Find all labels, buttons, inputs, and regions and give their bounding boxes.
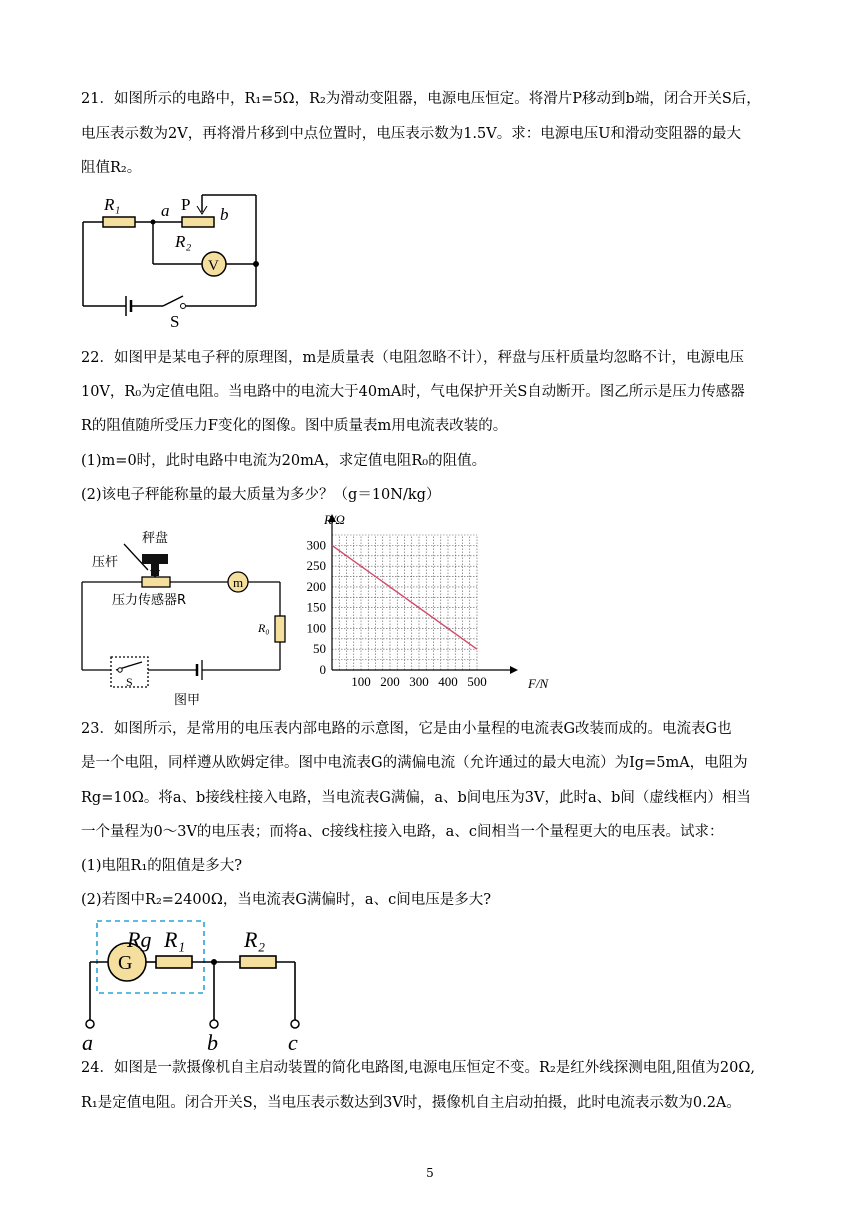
q24-line-2: R₁是定值电阻。闭合开关S，当电压表示数达到3V时，摄像机自主启动拍摄，此时电流表示数为0.2A。 [81, 1095, 741, 1111]
switch-s-label: S [126, 675, 133, 689]
q21-circuit-diagram [78, 190, 268, 330]
r2-label: R₂ [175, 232, 192, 251]
r1-label: R₁ [104, 195, 121, 214]
galvanometer-label: G [118, 952, 133, 974]
x-tick-label: 200 [380, 674, 400, 689]
q23-line-5: (1)电阻R₁的阻值是多大? [81, 858, 243, 874]
y-tick-label: 200 [306, 578, 326, 594]
rod-label: 压杆 [92, 555, 119, 570]
q23-line-4: 一个量程为0～3V的电压表；而将a、c接线柱接入电路，a、c间相当一个量程更大的电压表。试求： [81, 824, 724, 840]
meter-label: m [233, 575, 244, 590]
a-label: a [161, 201, 170, 220]
q24-line-1: 24．如图是一款摄像机自主启动装置的简化电路图,电源电压恒定不变。R₂是红外线探测电阻,阻值为20Ω, [81, 1060, 755, 1076]
q22-line-1: 22．如图甲是某电子秤的原理图，m是质量表（电阻忽略不计），秤盘与压杆质量均忽略不计，电源电压 [81, 350, 744, 366]
q22-chart-yi [290, 508, 549, 714]
q22-line-2: 10V，R₀为定值电阻。当电路中的电流大于40mA时，气电保护开关S自动断开。图乙所示是压力传感器 [81, 384, 745, 400]
switch-label: S [170, 312, 180, 331]
q23-circuit-diagram [80, 916, 320, 1056]
y-tick-label: 50 [313, 641, 326, 657]
q22-figure-jia [76, 524, 296, 714]
y-tick-label: 150 [306, 599, 326, 615]
b-label: b [220, 205, 229, 224]
y-tick-label: 100 [306, 620, 326, 636]
q22-line-3: R的阻值随所受压力F变化的图像。图中质量表m用电流表改装的。 [81, 418, 508, 434]
q23-line-6: (2)若图中R₂=2400Ω，当电流表G满偏时，a、c间电压是多大? [81, 892, 491, 908]
terminal-c: c [288, 1030, 298, 1055]
r1-label-q23: R₁ [164, 927, 186, 952]
q21-line-2: 电压表示数为2V，再将滑片移到中点位置时，电压表示数为1.5V。求：电源电压U和滑动变阻器的最大 [81, 126, 741, 142]
voltmeter-label: V [208, 258, 219, 274]
rg-label: Rg [127, 927, 152, 952]
r2-label-q23: R₂ [244, 927, 266, 952]
x-tick-label: 500 [467, 674, 487, 689]
sensor-label: 压力传感器R [112, 593, 187, 608]
r0-label: R₀ [258, 621, 270, 635]
q23-line-1: 23．如图所示，是常用的电压表内部电路的示意图，它是由小量程的电流表G改装而成的。电流表G也 [81, 721, 732, 737]
y-tick-label: 250 [306, 558, 326, 574]
q21-line-3: 阻值R₂。 [81, 160, 142, 176]
x-tick-label: 100 [351, 674, 371, 689]
q22-line-5: (2)该电子秤能称量的最大质量为多少？（g＝10N/kg） [81, 487, 441, 503]
p-label: P [181, 195, 191, 214]
caption-jia: 图甲 [174, 693, 201, 708]
x-tick-label: 300 [409, 674, 429, 689]
x-tick-label: 400 [438, 674, 458, 689]
q23-line-3: Rg=10Ω。将a、b接线柱接入电路，当电流表G满偏，a、b间电压为3V，此时a、b间（虚线框内）相当 [81, 790, 751, 806]
terminal-a: a [82, 1030, 93, 1055]
y-tick-label: 300 [306, 537, 326, 553]
y-tick-label: 0 [319, 662, 326, 677]
terminal-b: b [207, 1030, 218, 1055]
q21-line-1: 21．如图所示的电路中，R₁=5Ω，R₂为滑动变阻器，电源电压恒定。将滑片P移动到b端，闭合开关S后， [81, 91, 761, 107]
pan-label: 秤盘 [142, 531, 169, 546]
page-number: 5 [426, 1166, 434, 1180]
y-axis-label: R/Ω [324, 512, 345, 527]
x-axis-arrow [510, 666, 518, 674]
x-axis-label: F/N [528, 676, 549, 691]
q23-line-2: 是一个电阻，同样遵从欧姆定律。图中电流表G的满偏电流（允许通过的最大电流）为Ig=5mA，电阻为 [81, 755, 748, 771]
q22-line-4: (1)m=0时，此时电路中电流为20mA，求定值电阻R₀的阻值。 [81, 453, 487, 469]
